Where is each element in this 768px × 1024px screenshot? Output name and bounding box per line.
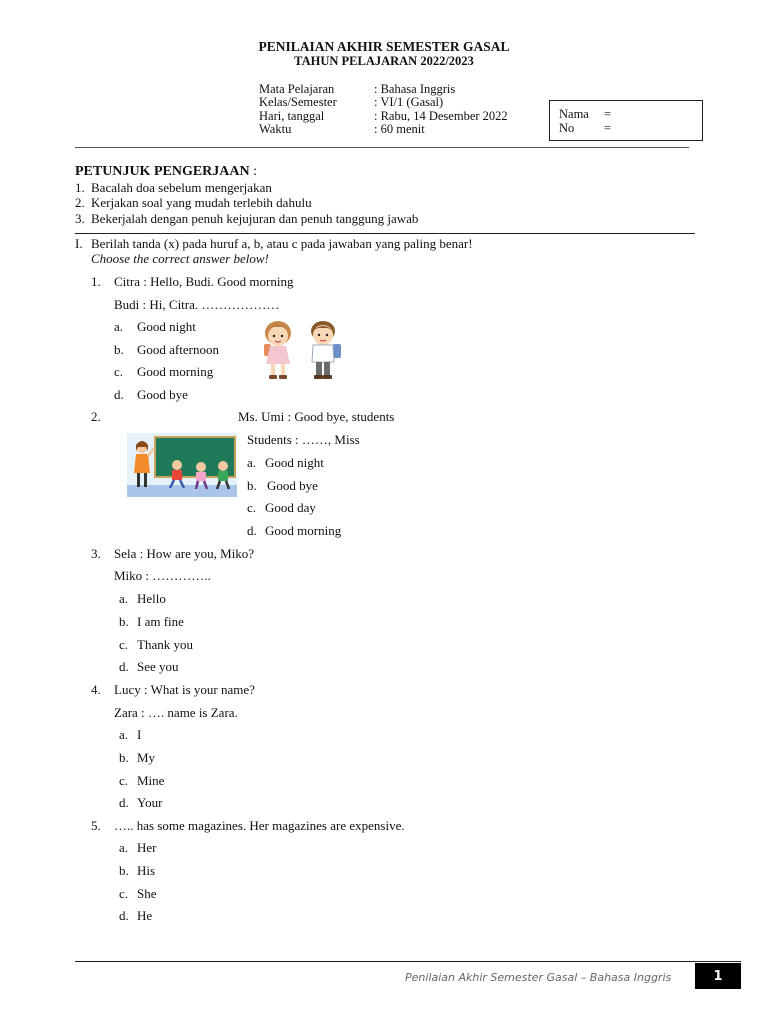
instructions-title: PETUNJUK PENGERJAAN <box>75 164 250 179</box>
info-value-date: : Rabu, 14 Desember 2022 <box>374 109 508 123</box>
option-label: a. <box>247 455 257 470</box>
question-text: Miko : ………….. <box>114 568 211 583</box>
option-label: d. <box>114 387 124 402</box>
option-label: a. <box>114 319 124 334</box>
kids-greeting-illustration <box>256 318 350 382</box>
instruction-num: 2. <box>75 195 85 210</box>
option-text: Her <box>137 840 157 855</box>
option-label: a. <box>119 591 129 606</box>
instruction-text: Bacalah doa sebelum mengerjakan <box>91 180 272 195</box>
option-label: d. <box>119 795 129 810</box>
option-text: Your <box>137 795 163 810</box>
instruction-num: 1. <box>75 180 85 195</box>
instruction-1 <box>75 180 272 195</box>
option-label: b. <box>119 863 129 878</box>
option-text: Good day <box>265 500 316 515</box>
question-number: 3. <box>91 546 101 561</box>
instructions-title-row <box>75 164 257 179</box>
info-value-class: : VI/1 (Gasal) <box>374 95 444 109</box>
option-text: Thank you <box>137 637 193 652</box>
page-number: 1 <box>695 963 741 989</box>
option-label: d. <box>119 908 129 923</box>
option-label: d. <box>247 523 257 538</box>
name-label: Nama <box>559 107 589 121</box>
option-text: Good afternoon <box>137 342 219 357</box>
option-label: c. <box>114 364 124 379</box>
info-label-date: Hari, tanggal <box>259 109 325 123</box>
number-eq: = <box>604 121 612 135</box>
option-text: Good morning <box>137 364 214 379</box>
footer-text: Penilaian Akhir Semester Gasal – Bahasa Inggris <box>405 971 672 984</box>
question-text: Budi : Hi, Citra. ……………… <box>114 297 280 312</box>
option-label: d. <box>119 659 129 674</box>
option-text: Good bye <box>267 478 318 493</box>
instruction-2 <box>75 195 312 210</box>
exam-title: PENILAIAN AKHIR SEMESTER GASAL <box>258 39 510 54</box>
instructions-colon: : <box>253 164 258 179</box>
option-text: See you <box>137 659 179 674</box>
question-number: 2. <box>91 409 101 424</box>
name-eq: = <box>604 107 612 121</box>
info-label-time: Waktu <box>259 122 292 136</box>
info-label-subject: Mata Pelajaran <box>259 82 335 96</box>
option-label: c. <box>119 773 129 788</box>
option-text: She <box>137 886 157 901</box>
question-text: Students : ……, Miss <box>247 432 360 447</box>
instruction-text: Kerjakan soal yang mudah terlebih dahulu <box>91 195 312 210</box>
option-label: b. <box>247 478 257 493</box>
instruction-num: 3. <box>75 211 85 226</box>
option-label: b. <box>114 342 124 357</box>
header-divider <box>75 147 689 148</box>
option-text: I am fine <box>137 614 184 629</box>
section-number: I. <box>75 236 83 251</box>
option-text: Hello <box>137 591 166 606</box>
classroom-illustration <box>127 433 237 497</box>
question-text: Ms. Umi : Good bye, students <box>238 409 395 424</box>
option-text: He <box>137 908 153 923</box>
option-label: c. <box>119 886 129 901</box>
info-value-subject: : Bahasa Inggris <box>374 82 456 96</box>
option-label: b. <box>119 750 129 765</box>
question-text: Zara : …. name is Zara. <box>114 705 238 720</box>
question-number: 1. <box>91 274 101 289</box>
section-divider <box>75 233 695 234</box>
info-label-class: Kelas/Semester <box>259 95 337 109</box>
instruction-text: Bekerjalah dengan penuh kejujuran dan penuh tanggung jawab <box>91 211 419 226</box>
section-instruction: Berilah tanda (x) pada huruf a, b, atau c pada jawaban yang paling benar! <box>91 236 473 251</box>
option-label: a. <box>119 727 129 742</box>
question-number: 5. <box>91 818 101 833</box>
info-value-time: : 60 menit <box>374 122 425 136</box>
footer-divider <box>75 961 741 962</box>
option-text: Good morning <box>265 523 342 538</box>
option-text: Mine <box>137 773 165 788</box>
option-text: Good night <box>265 455 324 470</box>
option-label: c. <box>247 500 257 515</box>
question-number: 4. <box>91 682 101 697</box>
exam-year: TAHUN PELAJARAN 2022/2023 <box>294 54 474 68</box>
number-label: No <box>559 121 575 135</box>
option-text: I <box>137 727 142 742</box>
question-text: Citra : Hello, Budi. Good morning <box>114 274 294 289</box>
question-text: Sela : How are you, Miko? <box>114 546 255 561</box>
name-box <box>549 100 703 141</box>
option-text: My <box>137 750 156 765</box>
option-label: a. <box>119 840 129 855</box>
instruction-3 <box>75 211 419 226</box>
option-label: c. <box>119 637 129 652</box>
option-text: His <box>137 863 156 878</box>
option-label: b. <box>119 614 129 629</box>
option-text: Good bye <box>137 387 188 402</box>
option-text: Good night <box>137 319 196 334</box>
section-instruction-english: Choose the correct answer below! <box>91 251 269 266</box>
question-text: ….. has some magazines. Her magazines are expensive. <box>114 818 405 833</box>
question-text: Lucy : What is your name? <box>114 682 255 697</box>
